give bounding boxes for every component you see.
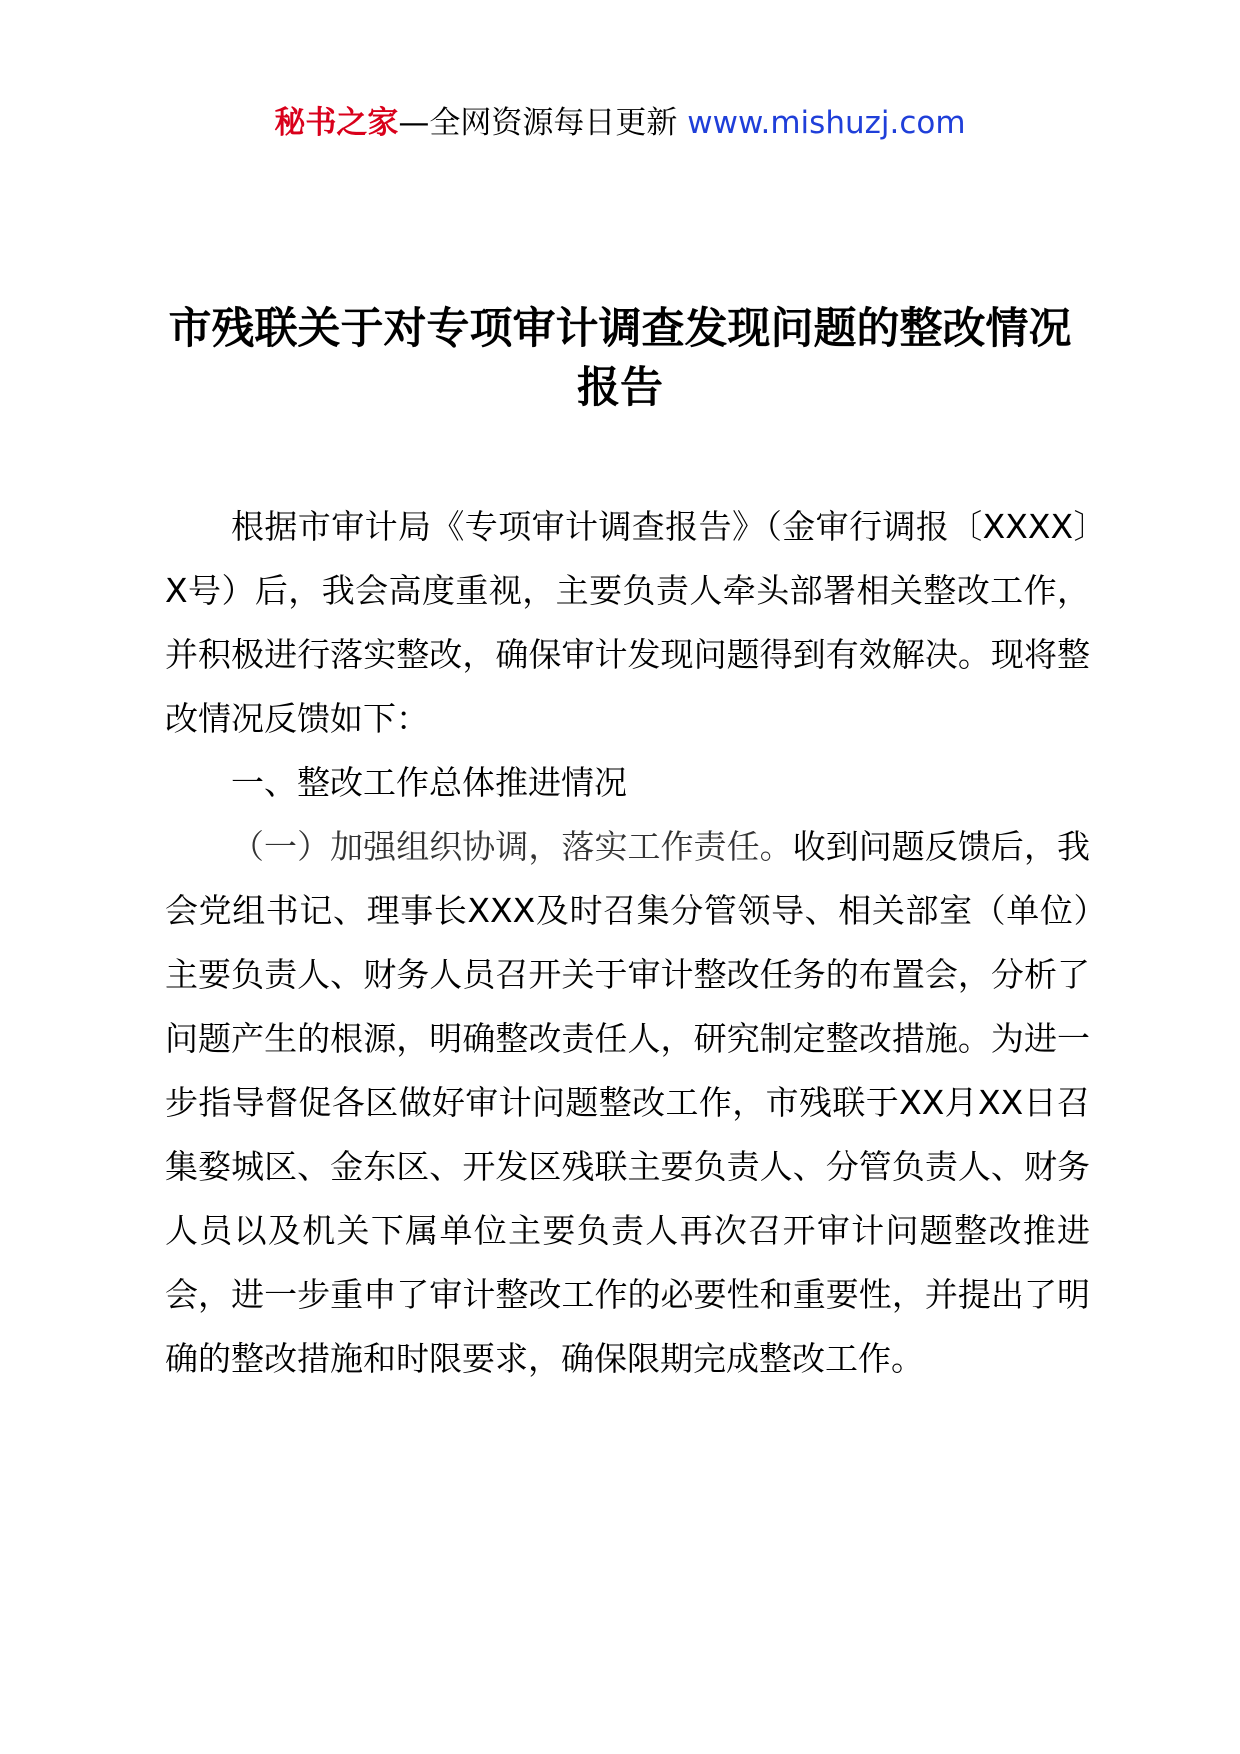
subsection-lead: （一）加强组织协调，落实工作责任。 — [231, 827, 793, 866]
document-title: 市残联关于对专项审计调查发现问题的整改情况报告 — [168, 304, 1072, 413]
site-url-link[interactable]: www.mishuzj.com — [687, 105, 966, 141]
intro-paragraph: 根据市审计局《专项审计调查报告》（金审行调报〔XXXX〕X号）后，我会高度重视，主要负责人牵头部署相关整改工作，并积极进行落实整改，确保审计发现问题得到有效解决。现将整改情况反馈如下： — [165, 507, 1090, 738]
site-brand: 秘书之家 — [274, 105, 399, 141]
subsection-body: 收到问题反馈后，我会党组书记、理事长XXX及时召集分管领导、相关部室（单位）主要负责人、财务人员召开关于审计整改任务的布置会，分析了问题产生的根源，明确整改责任人，研究制定整改措施。为进一步指导督促各区做好审计问题整改工作，市残联于XX月XX日召集婺城区、金东区、开发区残联主要负责人、分管负责人、财务人员以及机关下属单位主要负责人再次召开审计问题整改推进会，进一步重申了审计整改工作的必要性和重要性，并提出了明确的整改措施和时限要求，确保限期完成整改工作。 — [165, 827, 1091, 1378]
site-header — [0, 103, 1240, 143]
subsection-paragraph — [165, 815, 1090, 1391]
document-body — [165, 495, 1090, 1391]
section-heading: 一、整改工作总体推进情况 — [231, 763, 627, 802]
site-tagline: —全网资源每日更新 — [398, 105, 688, 141]
